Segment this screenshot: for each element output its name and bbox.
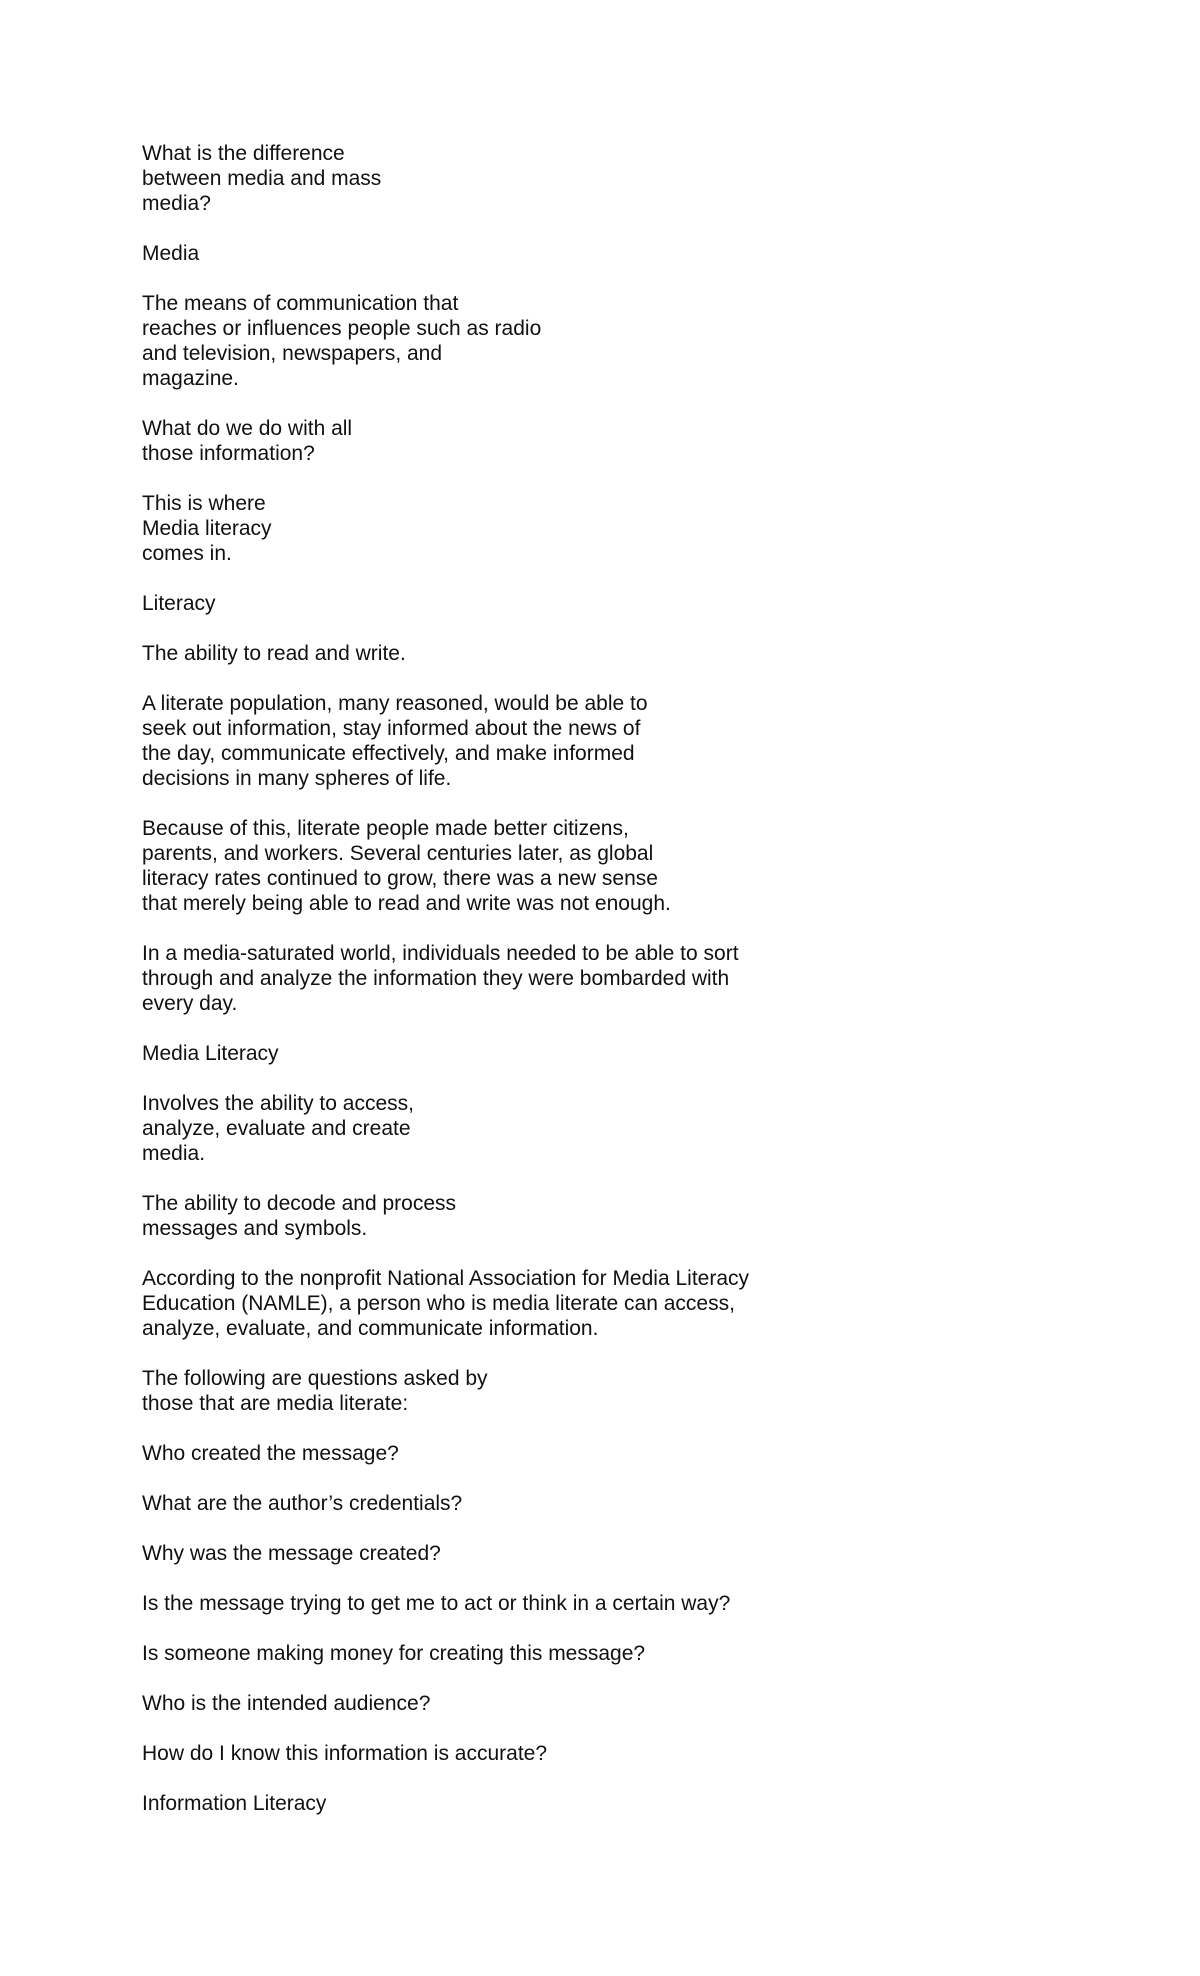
document-page [142, 141, 1042, 1841]
media-literacy-intro: This is where Media literacy comes in. [142, 492, 272, 565]
term-literacy: Literacy [142, 592, 216, 615]
questions-intro: The following are questions asked by those that are media literate: [142, 1367, 488, 1415]
question-act-or-think: Is the message trying to get me to act or think in a certain way? [142, 1592, 731, 1615]
paragraph-literate-population: A literate population, many reasoned, would be able to seek out information, stay informed about the news of the day, communicate effectively, and make informed decisions in many spheres of life. [142, 692, 648, 790]
definition-media-literacy: Involves the ability to access, analyze, evaluate and create media. [142, 1092, 414, 1165]
question-author-credentials: What are the author’s credentials? [142, 1492, 463, 1515]
question-why-created: Why was the message created? [142, 1542, 441, 1565]
question-who-created: Who created the message? [142, 1442, 399, 1465]
definition-decode-process: The ability to decode and process messages and symbols. [142, 1192, 457, 1240]
paragraph-media-saturated-world: In a media-saturated world, individuals needed to be able to sort through and analyze the information they were bombarded with every day. [142, 942, 739, 1015]
question-heading-media-vs-mass-media: What is the difference between media and mass media? [142, 142, 382, 215]
term-media-literacy: Media Literacy [142, 1042, 279, 1065]
paragraph-namle: According to the nonprofit National Association for Media Literacy Education (NAMLE), a person who is media literate can access, analyze, evaluate, and communicate information. [142, 1267, 750, 1340]
paragraph-better-citizens: Because of this, literate people made better citizens, parents, and workers. Several centuries later, as global literacy rates continued to grow, there was a new sense that merely being able to read and write was not enough. [142, 817, 671, 915]
question-accurate: How do I know this information is accurate? [142, 1742, 548, 1765]
term-media: Media [142, 242, 200, 265]
definition-literacy: The ability to read and write. [142, 642, 406, 665]
definition-media: The means of communication that reaches or influences people such as radio and television, newspapers, and magazine. [142, 292, 542, 390]
question-intended-audience: Who is the intended audience? [142, 1692, 431, 1715]
question-making-money: Is someone making money for creating this message? [142, 1642, 646, 1665]
question-information: What do we do with all those information? [142, 417, 353, 465]
term-information-literacy: Information Literacy [142, 1792, 327, 1815]
